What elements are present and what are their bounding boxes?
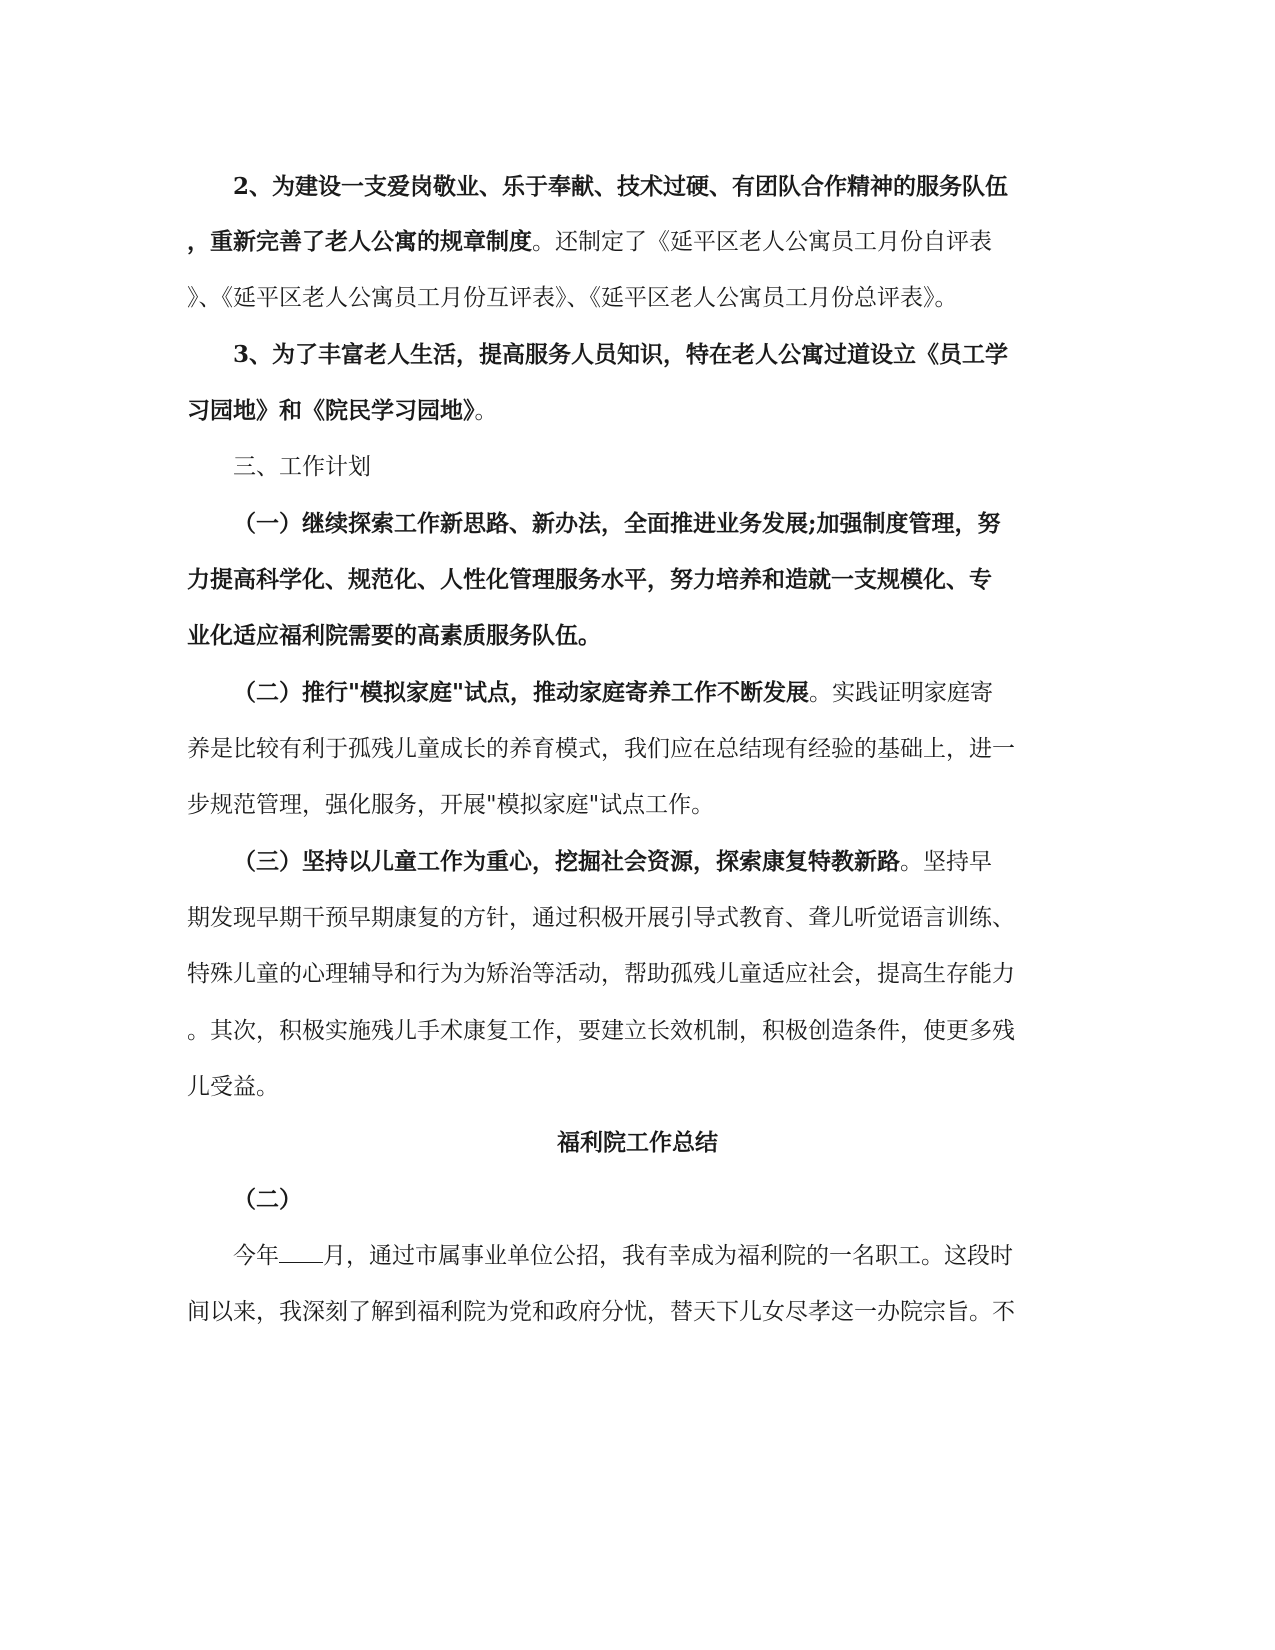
plan-3-line-4: 。其次，积极实施残儿手术康复工作，要建立长效机制，积极创造条件，使更多残 bbox=[187, 1018, 1015, 1044]
plan-2-text: 。实践证明家庭寄 bbox=[808, 680, 993, 706]
part-label: （二） bbox=[233, 1186, 302, 1213]
intro-text-b: 月，通过市属事业单位公招，我有幸成为福利院的一名职工。这段时 bbox=[323, 1243, 1013, 1269]
paragraph-2-line-2 bbox=[187, 227, 1087, 257]
document-title: 福利院工作总结 bbox=[557, 1129, 718, 1156]
plan-3-text: 。坚持早 bbox=[900, 849, 992, 875]
plan-1-line-2: 力提高科学化、规范化、人性化管理服务水平，努力培养和造就一支规模化、专 bbox=[187, 566, 992, 593]
plan-2-line-3: 步规范管理，强化服务，开展"模拟家庭"试点工作。 bbox=[187, 792, 715, 818]
intro-line-1 bbox=[233, 1241, 1133, 1271]
intro-text-a: 今年 bbox=[233, 1243, 279, 1269]
paragraph-2-bold-text: ，重新完善了老人公寓的规章制度 bbox=[187, 228, 532, 255]
paragraph-3-line-2 bbox=[187, 396, 1087, 426]
blank-underline bbox=[279, 1242, 323, 1263]
plan-1-line-1: （一）继续探索工作新思路、新办法，全面推进业务发展;加强制度管理，努 bbox=[233, 510, 1001, 537]
plan-2-line-1 bbox=[233, 678, 1133, 708]
paragraph-2-text: 。还制定了《延平区老人公寓员工月份自评表 bbox=[532, 229, 992, 255]
paragraph-3-line-1: 3、为了丰富老人生活，提高服务人员知识，特在老人公寓过道设立《员工学 bbox=[233, 341, 1009, 368]
paragraph-3-text: 。 bbox=[474, 398, 498, 424]
plan-3-bold-text: （三）坚持以儿童工作为重心，挖掘社会资源，探索康复特教新路 bbox=[233, 848, 900, 875]
intro-line-2: 间以来，我深刻了解到福利院为党和政府分忧，替天下儿女尽孝这一办院宗旨。不 bbox=[187, 1299, 1015, 1325]
plan-2-bold-text: （二）推行"模拟家庭"试点，推动家庭寄养工作不断发展 bbox=[233, 679, 809, 706]
plan-3-line-1 bbox=[233, 847, 1133, 877]
paragraph-3-bold-text: 习园地》和《院民学习园地》 bbox=[187, 397, 475, 424]
plan-3-line-3: 特殊儿童的心理辅导和行为为矫治等活动，帮助孤残儿童适应社会，提高生存能力 bbox=[187, 961, 1015, 987]
plan-3-line-2: 期发现早期干预早期康复的方针，通过积极开展引导式教育、聋儿听觉语言训练、 bbox=[187, 905, 1015, 931]
paragraph-2-line-1: 2、为建设一支爱岗敬业、乐于奉献、技术过硬、有团队合作精神的服务队伍 bbox=[233, 173, 1009, 200]
plan-2-line-2: 养是比较有利于孤残儿童成长的养育模式，我们应在总结现有经验的基础上，进一 bbox=[187, 736, 1015, 762]
section-heading-work-plan: 三、工作计划 bbox=[233, 454, 371, 480]
paragraph-2-line-3: 》、《延平区老人公寓员工月份互评表》、《延平区老人公寓员工月份总评表》。 bbox=[187, 285, 958, 311]
plan-3-line-5: 儿受益。 bbox=[187, 1074, 279, 1100]
plan-1-line-3: 业化适应福利院需要的高素质服务队伍。 bbox=[187, 622, 601, 649]
